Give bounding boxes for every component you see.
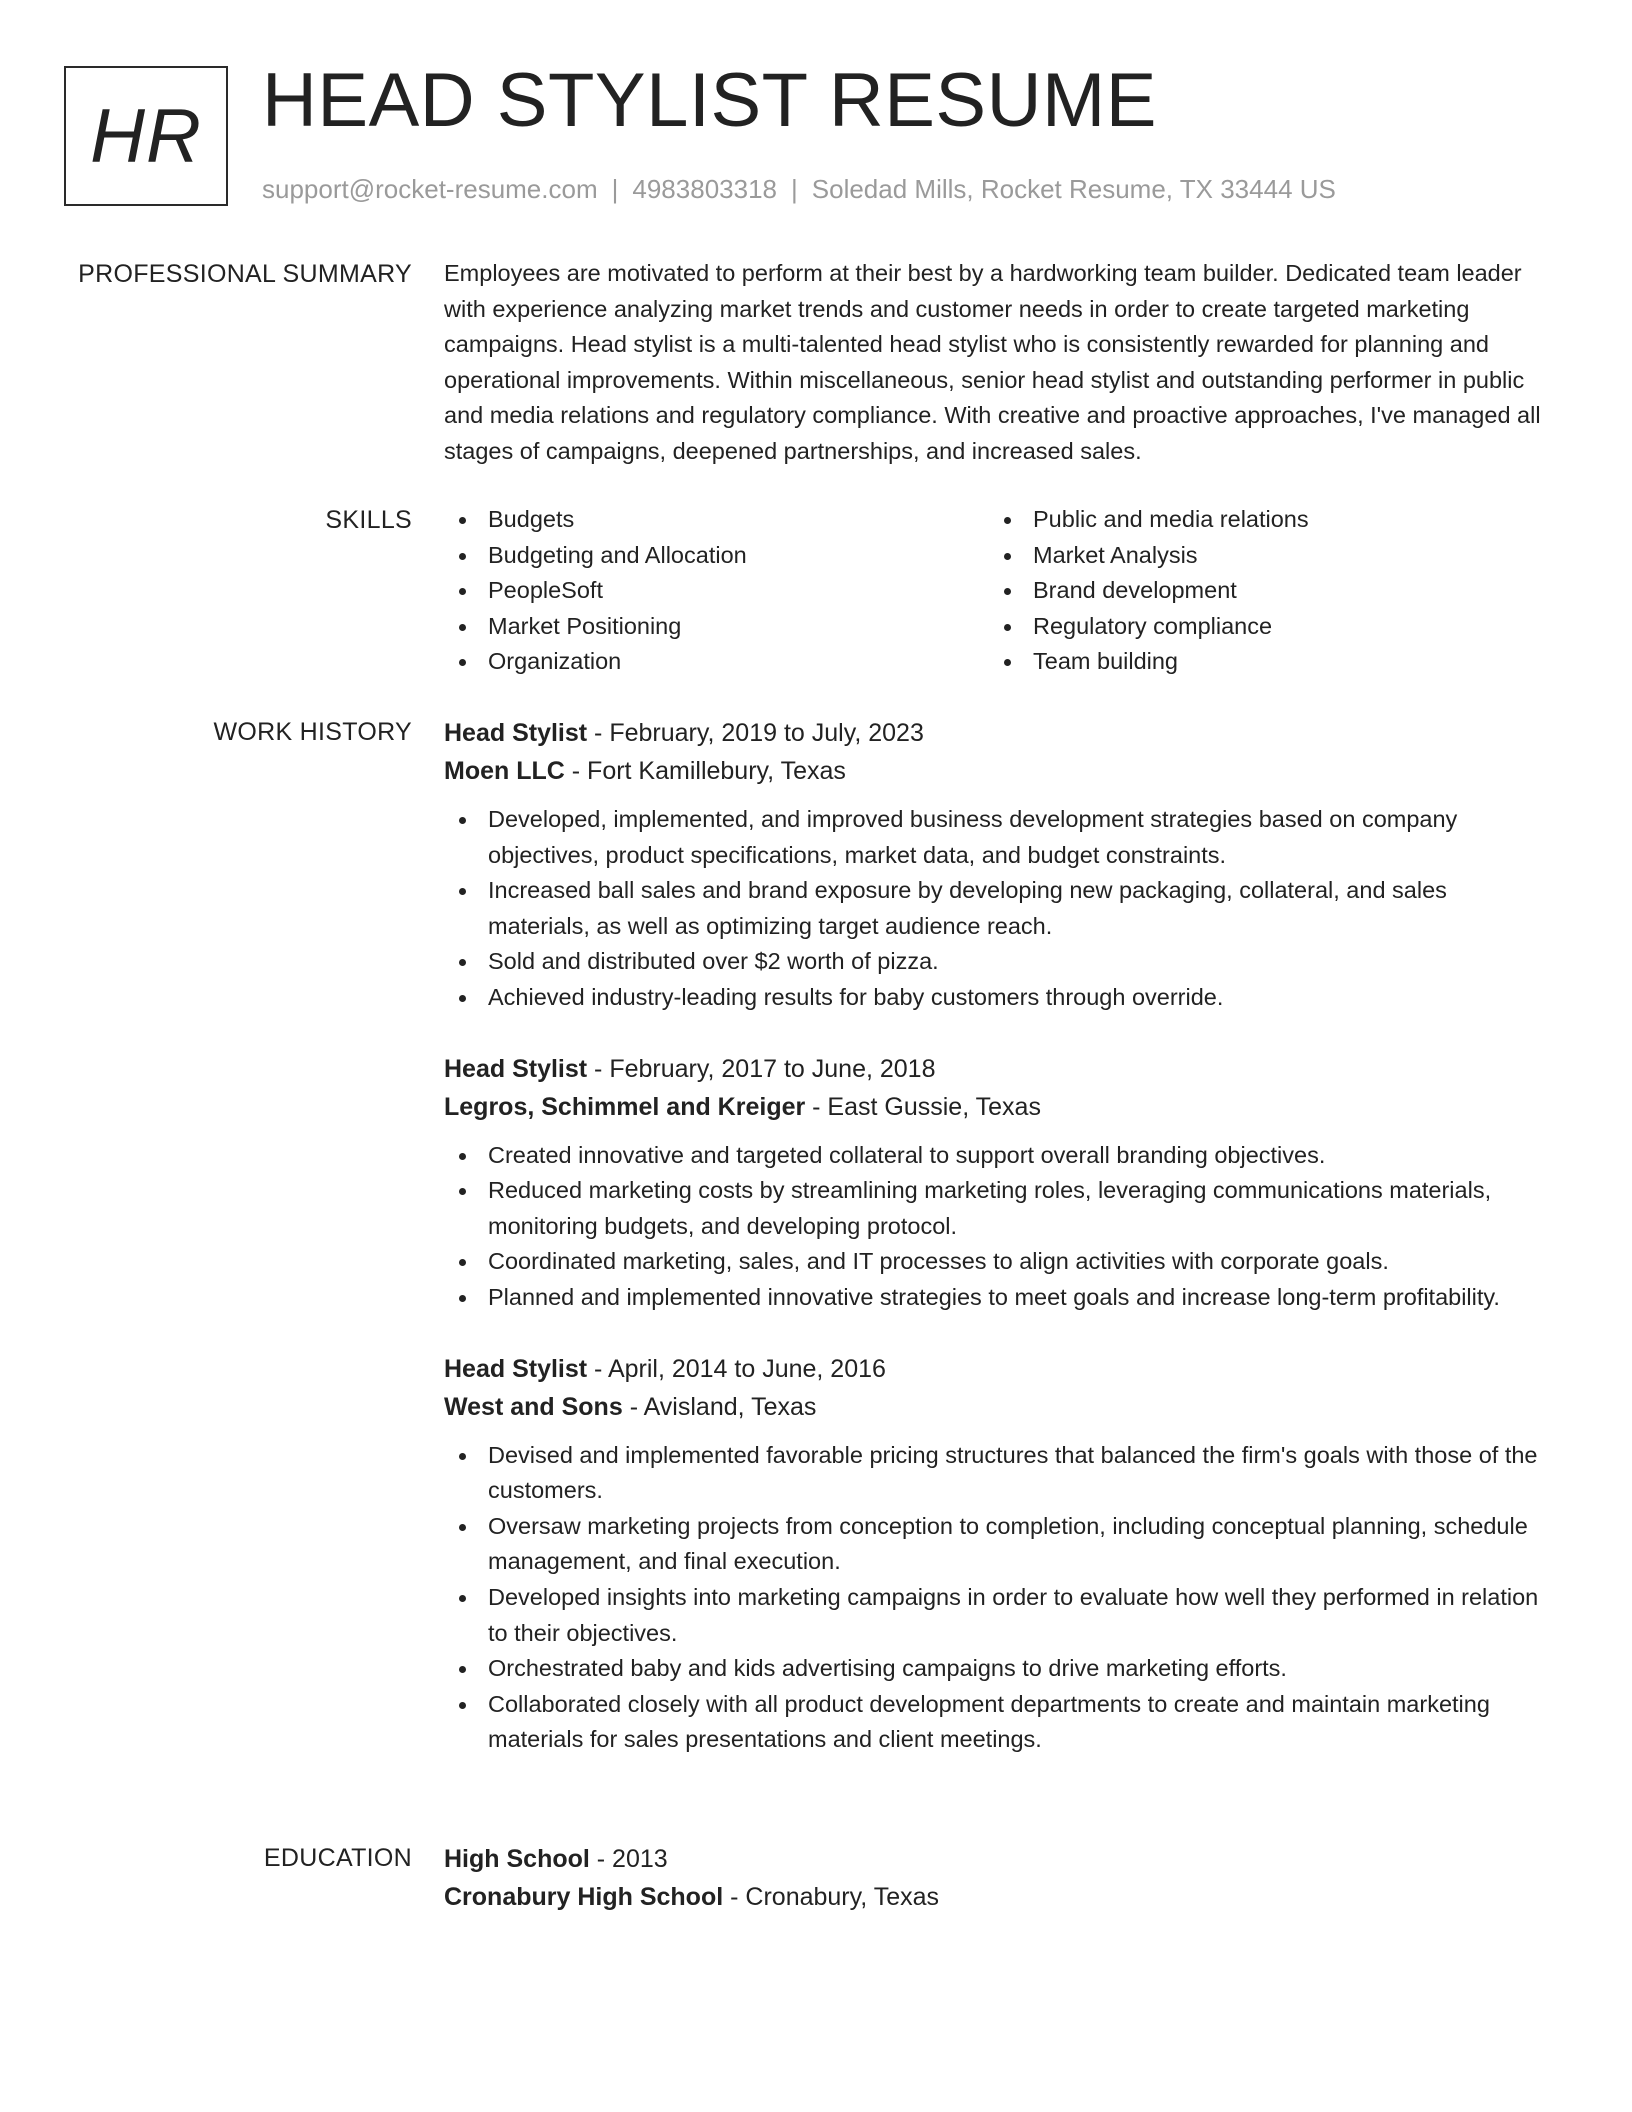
skills-grid bbox=[444, 502, 1554, 680]
duty-item: Developed insights into marketing campaigns in order to evaluate how well they performed in relation to their objectives. bbox=[444, 1580, 1554, 1651]
skills-heading: SKILLS bbox=[325, 506, 412, 534]
contact-line bbox=[262, 172, 1336, 206]
skill-item: Brand development bbox=[989, 573, 1534, 609]
job-title-line bbox=[444, 1350, 1554, 1388]
education-heading: EDUCATION bbox=[263, 1844, 412, 1872]
education-degree: High School bbox=[444, 1845, 590, 1873]
job-dates: - February, 2017 to June, 2018 bbox=[587, 1054, 936, 1083]
job-company: Moen LLC bbox=[444, 757, 565, 785]
education-school-line bbox=[444, 1878, 1554, 1916]
skill-item: Team building bbox=[989, 644, 1534, 680]
skill-item: PeopleSoft bbox=[444, 573, 989, 609]
work-history-body bbox=[444, 714, 1554, 1792]
contact-separator: | bbox=[611, 174, 619, 204]
job-company: West and Sons bbox=[444, 1392, 623, 1421]
job-dates: - February, 2019 to July, 2023 bbox=[587, 719, 924, 747]
duty-item: Planned and implemented innovative strategies to meet goals and increase long-term profitability. bbox=[444, 1280, 1554, 1316]
job-company-line bbox=[444, 1388, 1554, 1426]
job-company-line bbox=[444, 752, 1554, 790]
duty-item: Oversaw marketing projects from conception to completion, including conceptual planning, schedule management, and final execution. bbox=[444, 1509, 1554, 1580]
summary-heading: PROFESSIONAL SUMMARY bbox=[78, 260, 412, 288]
job-location: - Avisland, Texas bbox=[622, 1392, 817, 1421]
job-entry bbox=[444, 1050, 1554, 1316]
duty-item: Collaborated closely with all product development departments to create and maintain marketing materials for sales presentations and client meetings. bbox=[444, 1687, 1554, 1758]
work-history-heading: WORK HISTORY bbox=[213, 718, 412, 746]
duty-item: Created innovative and targeted collateral to support overall branding objectives. bbox=[444, 1138, 1554, 1174]
duty-item: Orchestrated baby and kids advertising campaigns to drive marketing efforts. bbox=[444, 1651, 1554, 1687]
skills-column-left bbox=[444, 502, 989, 680]
skills-column-right bbox=[989, 502, 1534, 680]
skill-item: Budgeting and Allocation bbox=[444, 538, 989, 574]
contact-phone[interactable]: 4983803318 bbox=[632, 174, 777, 204]
duty-item: Devised and implemented favorable pricing structures that balanced the firm's goals with those of the customers. bbox=[444, 1438, 1554, 1509]
skill-item: Budgets bbox=[444, 502, 989, 538]
duty-item: Achieved industry-leading results for baby customers through override. bbox=[444, 980, 1554, 1016]
summary-body bbox=[444, 256, 1554, 470]
job-dates: - April, 2014 to June, 2016 bbox=[587, 1354, 886, 1383]
education-year: - 2013 bbox=[589, 1845, 668, 1873]
education-degree-line bbox=[444, 1840, 1554, 1878]
duty-item: Coordinated marketing, sales, and IT processes to align activities with corporate goals. bbox=[444, 1244, 1554, 1280]
job-duties bbox=[444, 1138, 1554, 1316]
summary-text: Employees are motivated to perform at their best by a hardworking team builder. Dedicated team leader with experience analyzing market trends and customer needs in order to create targeted marketing campaigns. Head stylist is a multi-talented head stylist who is consistently rewarded for planning and operational improvements. Within miscellaneous, senior head stylist and outstanding performer in public and media relations and regulatory compliance. With creative and proactive approaches, I've managed all stages of campaigns, deepened partnerships, and increased sales. bbox=[444, 260, 1541, 464]
job-entry bbox=[444, 1350, 1554, 1758]
skill-item: Public and media relations bbox=[989, 502, 1534, 538]
contact-address: Soledad Mills, Rocket Resume, TX 33444 US bbox=[811, 174, 1336, 204]
skill-item: Regulatory compliance bbox=[989, 609, 1534, 645]
job-company: Legros, Schimmel and Kreiger bbox=[444, 1092, 806, 1121]
education-school: Cronabury High School bbox=[444, 1883, 724, 1911]
monogram-box bbox=[64, 66, 228, 206]
skill-item: Market Positioning bbox=[444, 609, 989, 645]
duty-item: Increased ball sales and brand exposure by developing new packaging, collateral, and sales materials, as well as optimizing target audience reach. bbox=[444, 873, 1554, 944]
job-location: - East Gussie, Texas bbox=[805, 1092, 1041, 1121]
skill-item: Market Analysis bbox=[989, 538, 1534, 574]
job-location: - Fort Kamillebury, Texas bbox=[564, 757, 846, 785]
monogram-initials: HR bbox=[90, 93, 202, 179]
education-location: - Cronabury, Texas bbox=[723, 1883, 940, 1911]
skill-item: Organization bbox=[444, 644, 989, 680]
job-duties bbox=[444, 1438, 1554, 1758]
education-body bbox=[444, 1840, 1554, 1916]
contact-separator: | bbox=[791, 174, 798, 204]
job-entry bbox=[444, 714, 1554, 1016]
duty-item: Sold and distributed over $2 worth of pizza. bbox=[444, 944, 1554, 980]
job-title: Head Stylist bbox=[444, 1054, 588, 1083]
job-company-line bbox=[444, 1088, 1554, 1126]
contact-email[interactable]: support@rocket-resume.com bbox=[262, 174, 598, 204]
duty-item: Developed, implemented, and improved business development strategies based on company objectives, product specifications, market data, and budget constraints. bbox=[444, 802, 1554, 873]
job-duties bbox=[444, 802, 1554, 1016]
job-title-line bbox=[444, 714, 1554, 752]
resume-title: HEAD STYLIST RESUME bbox=[262, 58, 1157, 143]
job-title: Head Stylist bbox=[444, 1354, 588, 1383]
job-title: Head Stylist bbox=[444, 719, 588, 747]
job-title-line bbox=[444, 1050, 1554, 1088]
duty-item: Reduced marketing costs by streamlining marketing roles, leveraging communications materials, monitoring budgets, and developing protocol. bbox=[444, 1173, 1554, 1244]
